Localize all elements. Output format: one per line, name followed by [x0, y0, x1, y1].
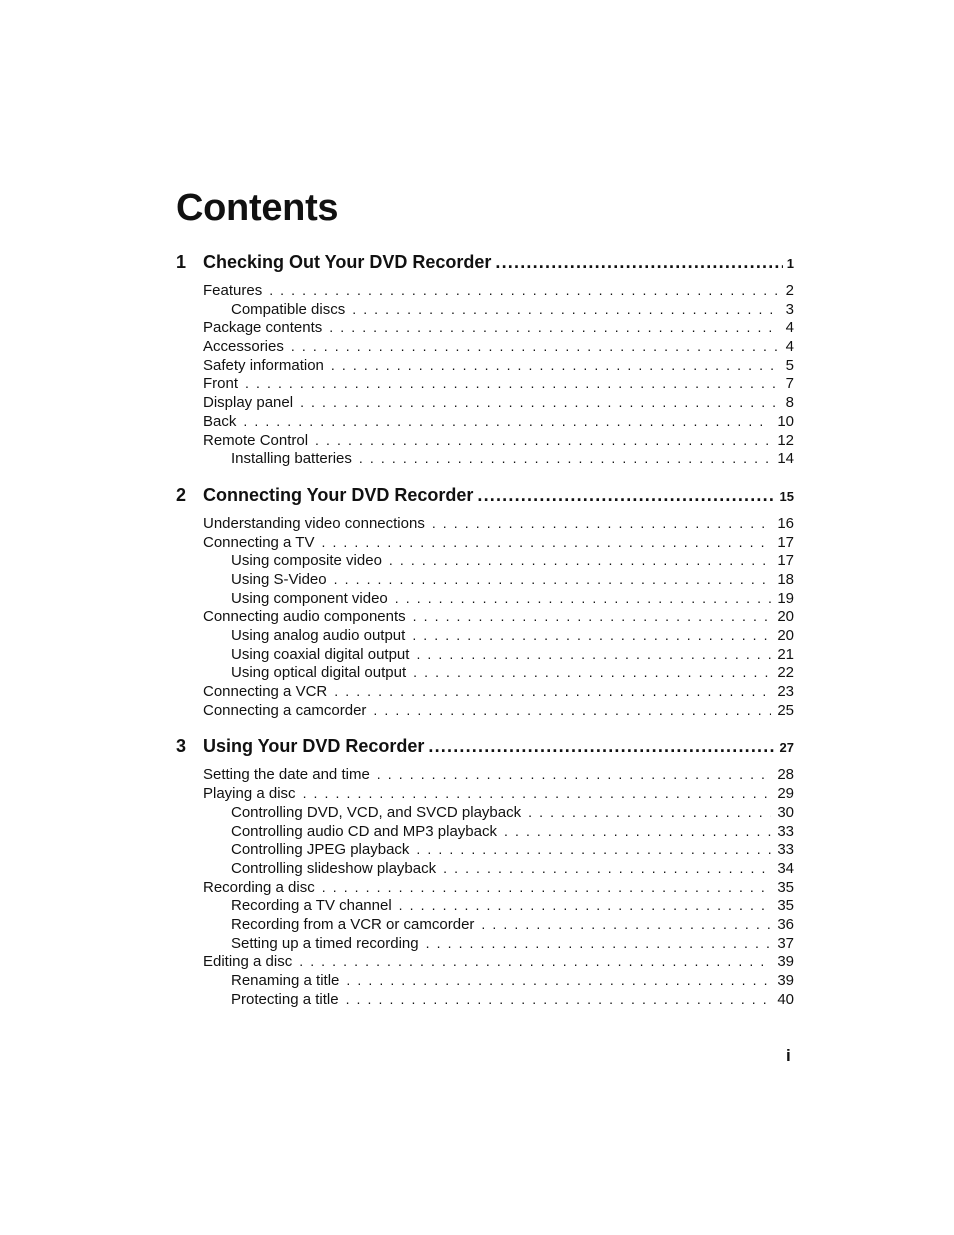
entry-page-number: 35	[777, 878, 794, 896]
entry-title: Using coaxial digital output	[231, 645, 410, 663]
toc-subentry[interactable]	[176, 803, 794, 822]
page-number: i	[786, 1046, 791, 1065]
entry-title: Using optical digital output	[231, 664, 407, 682]
entry-page-number: 23	[777, 683, 794, 701]
dot-leader	[428, 736, 775, 757]
entry-page-number: 16	[777, 514, 794, 532]
dot-leader	[504, 822, 771, 841]
toc-entry[interactable]	[176, 682, 794, 701]
dot-leader	[413, 663, 771, 682]
dot-leader	[346, 990, 772, 1009]
entry-page-number: 4	[785, 319, 794, 337]
entry-page-number: 39	[777, 953, 794, 971]
toc-entry[interactable]	[176, 318, 794, 337]
toc-subentry[interactable]	[176, 915, 794, 934]
chapter-page-number: 15	[779, 488, 794, 504]
entry-title: Controlling slideshow playback	[231, 859, 437, 877]
toc-entry[interactable]	[176, 878, 794, 897]
chapter-page-number: 1	[786, 256, 794, 271]
chapter-number: 3	[176, 736, 187, 757]
dot-leader	[481, 915, 771, 934]
entry-page-number: 10	[777, 412, 794, 430]
entry-title: Accessories	[203, 338, 284, 356]
dot-leader	[416, 840, 771, 859]
entry-title: Connecting audio components	[203, 608, 406, 626]
toc-subentry[interactable]	[176, 449, 794, 468]
dot-leader	[528, 803, 771, 822]
dot-leader	[291, 337, 780, 356]
toc-subentry[interactable]	[176, 990, 794, 1009]
toc-subentry[interactable]	[176, 934, 794, 953]
toc-entry[interactable]	[176, 533, 794, 552]
chapter-section	[176, 736, 794, 1008]
entry-title: Recording from a VCR or camcorder	[231, 915, 475, 933]
dot-leader	[243, 412, 771, 431]
entry-page-number: 14	[777, 450, 794, 468]
entry-title: Connecting a TV	[203, 533, 315, 551]
dot-leader	[359, 449, 771, 468]
dot-leader	[322, 878, 772, 897]
toc-subentry[interactable]	[176, 840, 794, 859]
dot-leader	[315, 431, 771, 450]
chapter-page-number: 27	[779, 740, 794, 756]
entry-page-number: 7	[785, 375, 794, 393]
entry-title: Front	[203, 375, 239, 393]
entry-page-number: 2	[785, 282, 794, 299]
entry-title: Controlling audio CD and MP3 playback	[231, 822, 497, 840]
entry-page-number: 3	[785, 300, 794, 318]
dot-leader	[399, 896, 772, 915]
toc-subentry[interactable]	[176, 300, 794, 319]
entry-page-number: 28	[777, 766, 794, 784]
dot-leader	[303, 784, 772, 803]
chapter-heading[interactable]	[176, 252, 794, 280]
entry-page-number: 39	[777, 972, 794, 989]
entry-page-number: 29	[777, 785, 794, 803]
chapter-title: Checking Out Your DVD Recorder	[203, 252, 492, 272]
entry-title: Using S-Video	[231, 570, 327, 588]
entry-page-number: 20	[777, 627, 794, 644]
entry-page-number: 30	[777, 803, 794, 821]
dot-leader	[329, 318, 779, 337]
toc-entry[interactable]	[176, 374, 794, 393]
entry-title: Recording a disc	[203, 878, 315, 896]
dot-leader	[389, 551, 771, 570]
entry-page-number: 4	[785, 338, 794, 356]
dot-leader	[412, 626, 771, 645]
entry-title: Understanding video connections	[203, 514, 425, 532]
toc-subentry[interactable]	[176, 626, 794, 645]
toc-entry[interactable]	[176, 952, 794, 971]
chapter-heading[interactable]	[176, 485, 794, 513]
entry-page-number: 36	[777, 915, 794, 933]
entry-title: Compatible discs	[231, 300, 346, 318]
dot-leader	[413, 607, 772, 626]
entry-page-number: 8	[785, 394, 794, 412]
dot-leader	[331, 356, 780, 375]
entry-title: Controlling JPEG playback	[231, 841, 410, 859]
dot-leader	[377, 765, 772, 784]
entry-page-number: 17	[777, 533, 794, 551]
entry-page-number: 33	[777, 841, 794, 859]
entry-title: Renaming a title	[231, 972, 340, 989]
entry-page-number: 5	[785, 356, 794, 374]
entry-title: Playing a disc	[203, 785, 296, 803]
toc-entry[interactable]	[176, 431, 794, 450]
dot-leader	[300, 393, 780, 412]
toc-subentry[interactable]	[176, 859, 794, 878]
entry-page-number: 37	[777, 934, 794, 952]
dot-leader	[477, 485, 775, 506]
dot-leader	[395, 589, 772, 608]
entry-page-number: 35	[777, 897, 794, 915]
entry-page-number: 20	[777, 608, 794, 626]
entry-page-number: 21	[777, 645, 794, 663]
entry-title: Setting the date and time	[203, 766, 370, 784]
entry-page-number: 40	[777, 990, 794, 1008]
toc-subentry[interactable]	[176, 822, 794, 841]
dot-leader	[269, 281, 779, 300]
entry-title: Installing batteries	[231, 450, 352, 468]
dot-leader	[245, 374, 780, 393]
dot-leader	[346, 971, 771, 990]
toc-entry[interactable]	[176, 701, 794, 720]
toc-entry[interactable]	[176, 412, 794, 431]
toc-subentry[interactable]	[176, 971, 794, 990]
entry-title: Display panel	[203, 394, 294, 412]
entry-title: Using composite video	[231, 552, 382, 570]
entry-page-number: 33	[777, 822, 794, 840]
entry-title: Recording a TV channel	[231, 897, 392, 915]
dot-leader	[334, 570, 772, 589]
chapter-title: Connecting Your DVD Recorder	[203, 484, 474, 505]
dot-leader	[426, 934, 772, 953]
toc-subentry[interactable]	[176, 663, 794, 682]
entry-title: Package contents	[203, 319, 323, 337]
entry-title: Features	[203, 282, 263, 299]
toc-subentry[interactable]	[176, 645, 794, 664]
toc-entry[interactable]	[176, 356, 794, 375]
entry-page-number: 12	[777, 431, 794, 449]
entry-title: Controlling DVD, VCD, and SVCD playback	[231, 803, 522, 821]
entry-page-number: 22	[777, 664, 794, 682]
toc-entry[interactable]	[176, 784, 794, 803]
chapter-heading[interactable]	[176, 736, 794, 764]
dot-leader	[321, 533, 771, 552]
dot-leader	[416, 645, 771, 664]
toc-entry[interactable]	[176, 765, 794, 784]
entry-page-number: 17	[777, 552, 794, 570]
dot-leader	[495, 252, 782, 273]
entry-page-number: 18	[777, 570, 794, 588]
toc-subentry[interactable]	[176, 589, 794, 608]
entry-title: Using component video	[231, 589, 388, 607]
toc-entry[interactable]	[176, 607, 794, 626]
table-of-contents	[176, 252, 794, 1008]
entry-title: Remote Control	[203, 431, 309, 449]
dot-leader	[373, 701, 771, 720]
entry-title: Using analog audio output	[231, 627, 406, 644]
entry-title: Connecting a camcorder	[203, 701, 367, 719]
toc-subentry[interactable]	[176, 551, 794, 570]
chapter-section	[176, 485, 794, 720]
entry-title: Editing a disc	[203, 953, 293, 971]
entry-title: Setting up a timed recording	[231, 934, 419, 952]
chapter-section	[176, 252, 794, 468]
chapter-number: 1	[176, 252, 187, 272]
dot-leader	[443, 859, 771, 878]
dot-leader	[432, 514, 771, 533]
dot-leader	[352, 300, 779, 319]
entry-title: Protecting a title	[231, 990, 339, 1008]
toc-entry[interactable]	[176, 514, 794, 533]
chapter-title: Using Your DVD Recorder	[203, 736, 425, 757]
toc-entry[interactable]	[176, 393, 794, 412]
toc-subentry[interactable]	[176, 896, 794, 915]
toc-entry[interactable]	[176, 281, 794, 300]
entry-title: Connecting a VCR	[203, 683, 328, 701]
entry-title: Back	[203, 412, 237, 430]
page-title: Contents	[176, 187, 339, 229]
dot-leader	[299, 952, 771, 971]
toc-entry[interactable]	[176, 337, 794, 356]
chapter-number: 2	[176, 484, 187, 505]
entry-page-number: 19	[777, 589, 794, 607]
toc-subentry[interactable]	[176, 570, 794, 589]
dot-leader	[334, 682, 771, 701]
entry-page-number: 34	[777, 859, 794, 877]
entry-page-number: 25	[777, 701, 794, 719]
entry-title: Safety information	[203, 356, 324, 374]
